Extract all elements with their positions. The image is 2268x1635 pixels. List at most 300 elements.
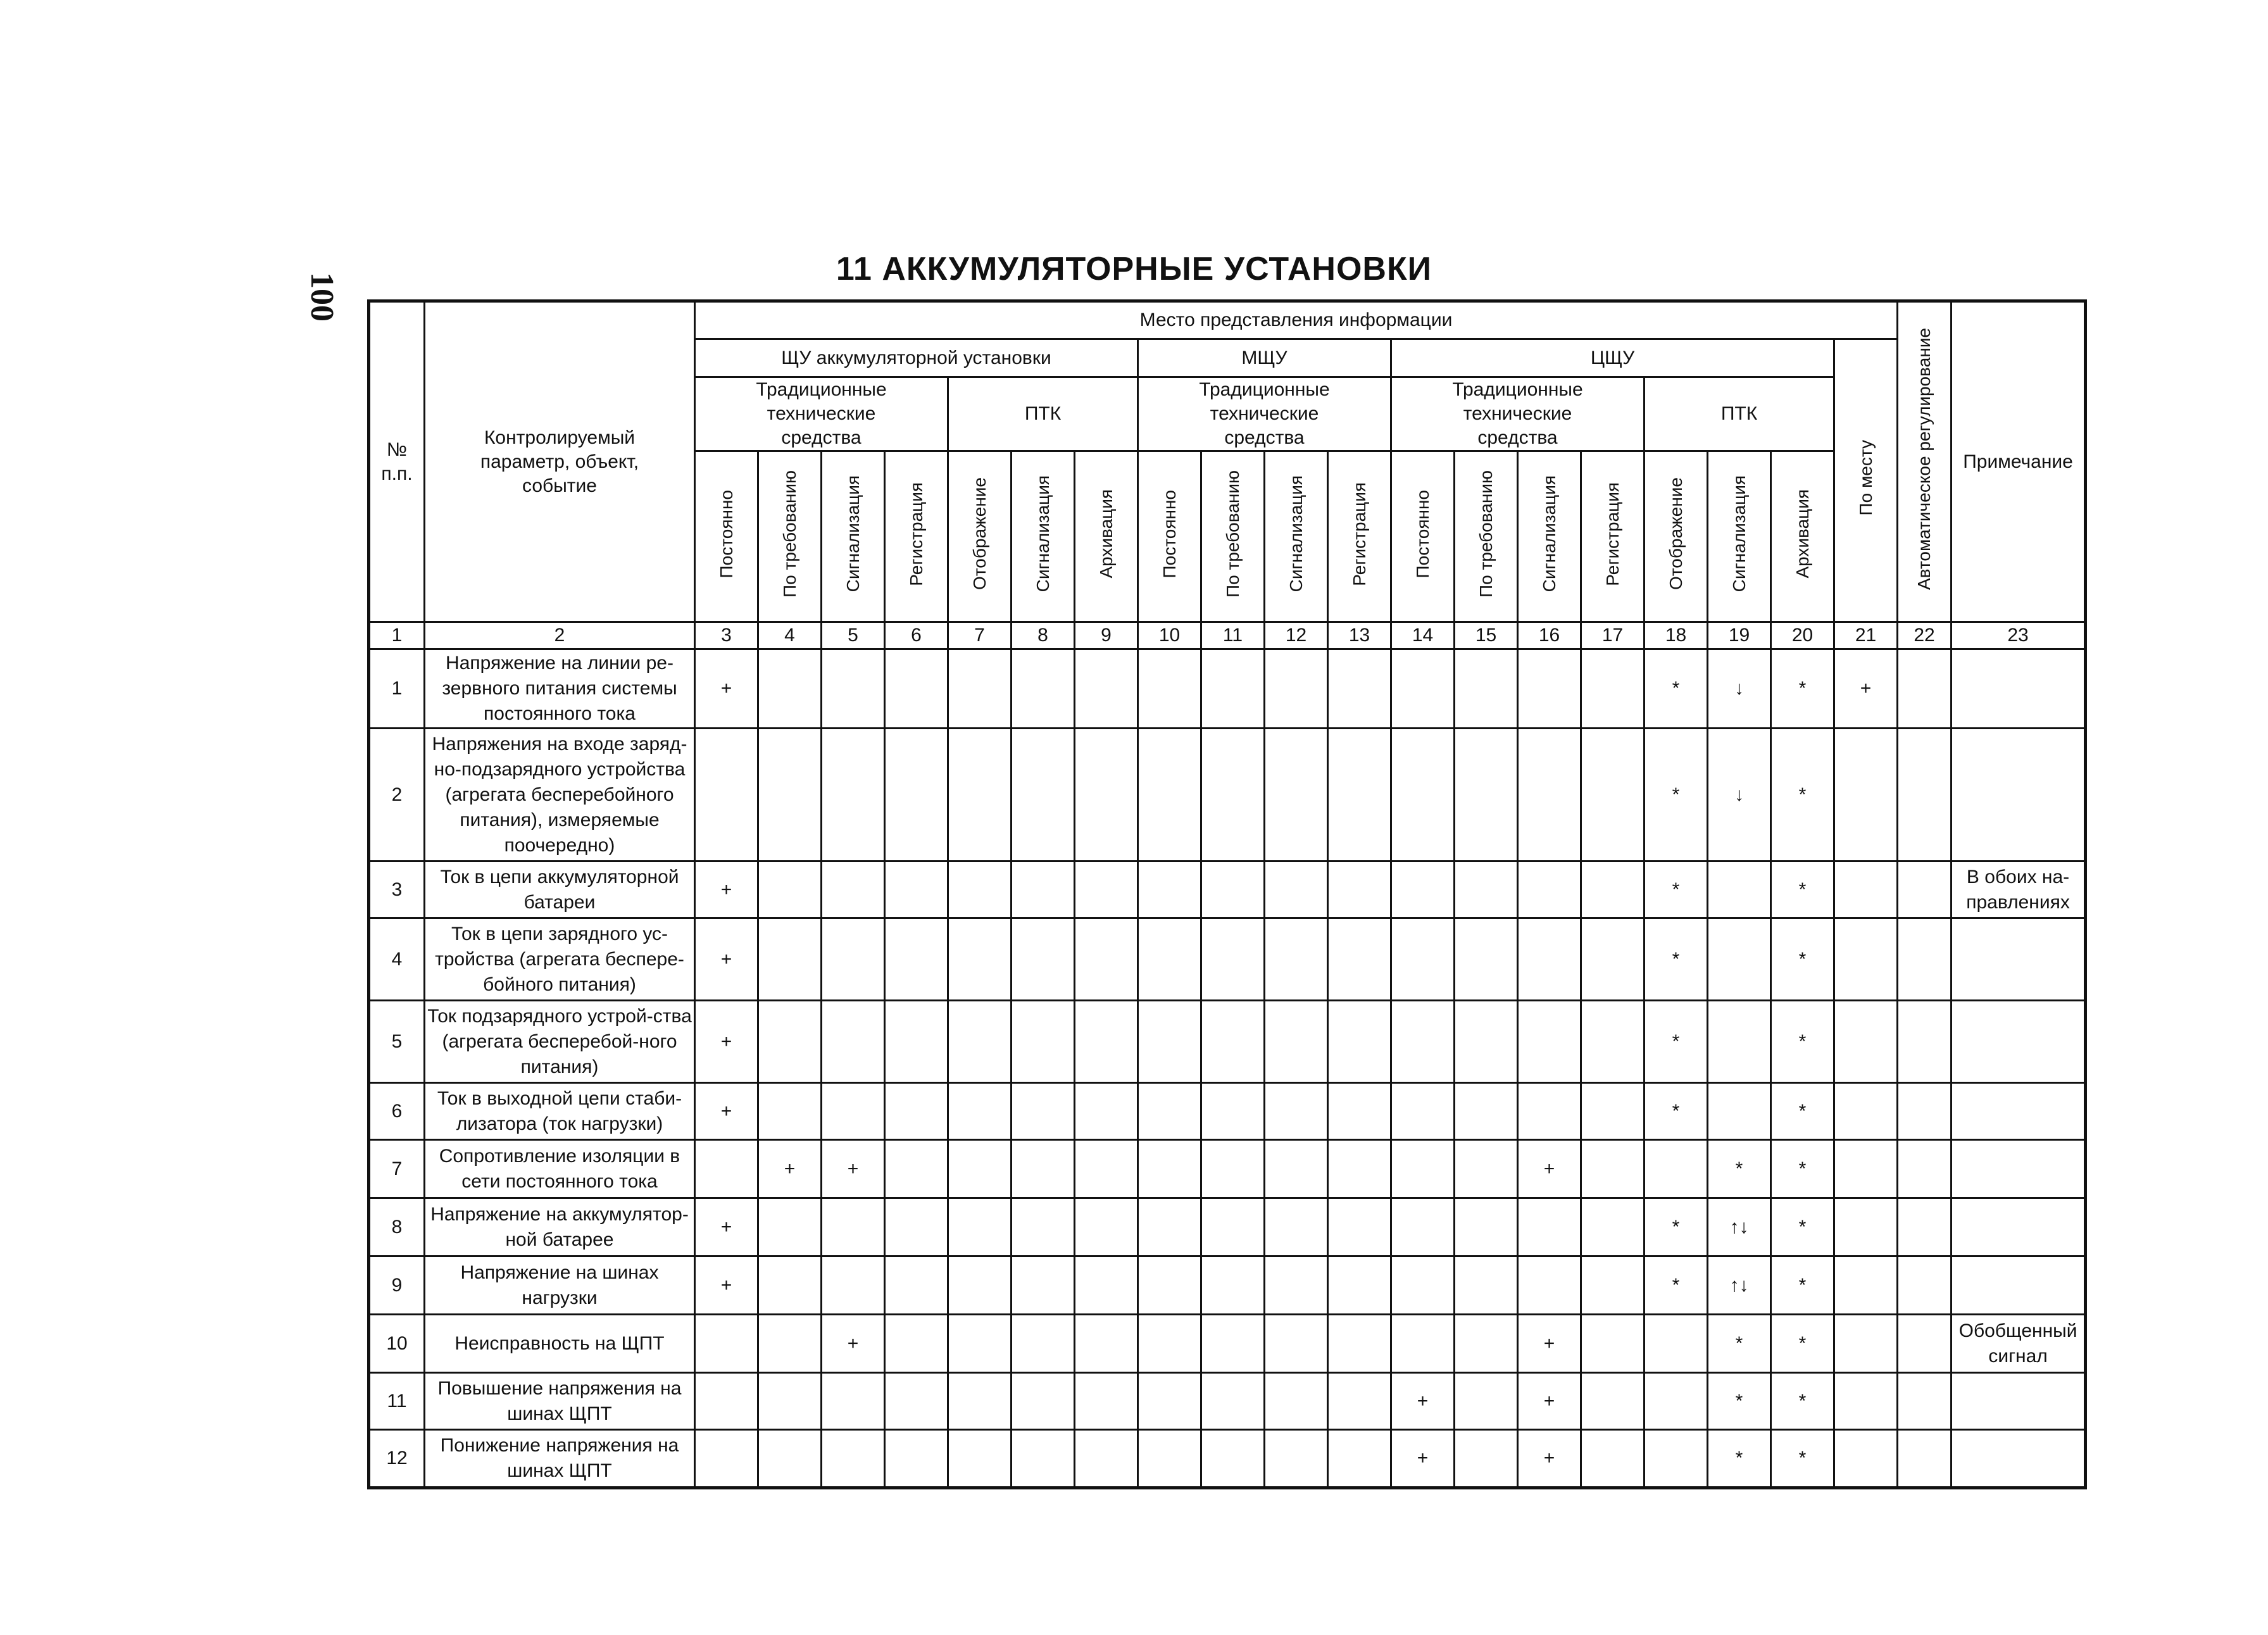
sub-otobr: Отображение bbox=[948, 451, 1012, 622]
row-mark bbox=[1645, 1373, 1708, 1430]
row-mark bbox=[1391, 729, 1455, 861]
row-mark bbox=[885, 1373, 948, 1430]
row-mark bbox=[1201, 1083, 1265, 1140]
row-mark bbox=[822, 918, 885, 1001]
row-note bbox=[1952, 729, 2086, 861]
header-mshu-trad: Традиционные технические средства bbox=[1138, 377, 1391, 451]
row-mark bbox=[1201, 649, 1265, 729]
row-mark: * bbox=[1645, 1256, 1708, 1315]
row-mark: + bbox=[1834, 649, 1898, 729]
row-mark: + bbox=[695, 1256, 758, 1315]
row-number: 10 bbox=[369, 1315, 425, 1373]
row-mark bbox=[1834, 918, 1898, 1001]
row-mark bbox=[1898, 729, 1952, 861]
row-mark bbox=[1518, 729, 1581, 861]
row-mark bbox=[1328, 861, 1391, 918]
row-mark: * bbox=[1645, 1083, 1708, 1140]
row-note bbox=[1952, 918, 2086, 1001]
column-number: 4 bbox=[758, 622, 822, 649]
row-mark bbox=[1898, 861, 1952, 918]
row-mark bbox=[1265, 861, 1328, 918]
table-row bbox=[369, 1140, 2086, 1198]
row-mark bbox=[1328, 1430, 1391, 1488]
row-mark bbox=[1328, 729, 1391, 861]
header-num: № п.п. bbox=[369, 301, 425, 622]
row-mark bbox=[1518, 1256, 1581, 1315]
row-mark bbox=[1898, 1140, 1952, 1198]
row-number: 6 bbox=[369, 1083, 425, 1140]
row-mark bbox=[822, 1001, 885, 1083]
row-note bbox=[1952, 1198, 2086, 1256]
row-mark bbox=[885, 861, 948, 918]
column-number: 10 bbox=[1138, 622, 1201, 649]
row-mark: * bbox=[1645, 649, 1708, 729]
row-mark bbox=[822, 1373, 885, 1430]
row-mark bbox=[1518, 918, 1581, 1001]
row-mark bbox=[885, 1083, 948, 1140]
row-mark bbox=[1265, 1083, 1328, 1140]
header-po-mestu: По месту bbox=[1834, 339, 1898, 622]
row-mark bbox=[1391, 1083, 1455, 1140]
row-mark: * bbox=[1771, 1430, 1834, 1488]
row-mark: * bbox=[1708, 1140, 1771, 1198]
row-mark bbox=[948, 918, 1012, 1001]
row-mark bbox=[1391, 918, 1455, 1001]
row-mark bbox=[1138, 649, 1201, 729]
row-mark bbox=[758, 1256, 822, 1315]
table-row bbox=[369, 1001, 2086, 1083]
row-mark: + bbox=[1518, 1430, 1581, 1488]
row-mark: * bbox=[1708, 1373, 1771, 1430]
row-parameter: Ток подзарядного устрой-ства (агрегата бесперебой-ного питания) bbox=[425, 1001, 695, 1083]
row-mark bbox=[758, 1198, 822, 1256]
row-mark bbox=[1834, 1373, 1898, 1430]
row-mark bbox=[1391, 1315, 1455, 1373]
row-mark bbox=[1012, 1083, 1075, 1140]
row-mark bbox=[1898, 649, 1952, 729]
row-mark: + bbox=[695, 1001, 758, 1083]
column-number: 6 bbox=[885, 622, 948, 649]
row-mark bbox=[1201, 1430, 1265, 1488]
row-mark bbox=[885, 1198, 948, 1256]
row-parameter: Сопротивление изоляции в сети постоянного тока bbox=[425, 1140, 695, 1198]
row-mark bbox=[1708, 1083, 1771, 1140]
row-mark: * bbox=[1771, 1001, 1834, 1083]
table-row bbox=[369, 918, 2086, 1001]
row-mark bbox=[1012, 1430, 1075, 1488]
row-mark: * bbox=[1771, 1140, 1834, 1198]
row-parameter: Неисправность на ЩПТ bbox=[425, 1315, 695, 1373]
column-number: 17 bbox=[1581, 622, 1645, 649]
row-mark bbox=[1075, 729, 1138, 861]
row-mark bbox=[1898, 1430, 1952, 1488]
row-mark bbox=[885, 918, 948, 1001]
row-number: 4 bbox=[369, 918, 425, 1001]
row-mark bbox=[1328, 1373, 1391, 1430]
row-mark: ↓ bbox=[1708, 729, 1771, 861]
table-body bbox=[369, 649, 2086, 1488]
row-mark: + bbox=[822, 1315, 885, 1373]
row-mark bbox=[1581, 1430, 1645, 1488]
column-number: 23 bbox=[1952, 622, 2086, 649]
sub-po-treb: По требованию bbox=[1201, 451, 1265, 622]
row-parameter: Напряжения на входе заряд-но-подзарядного устройства (агрегата бесперебойного питания), измеряемые поочередно) bbox=[425, 729, 695, 861]
row-mark bbox=[1391, 1198, 1455, 1256]
row-mark bbox=[1138, 1140, 1201, 1198]
row-mark bbox=[1455, 649, 1518, 729]
row-mark bbox=[1708, 861, 1771, 918]
sub-arhiv: Архивация bbox=[1771, 451, 1834, 622]
row-mark bbox=[1075, 1083, 1138, 1140]
row-mark bbox=[1201, 1001, 1265, 1083]
row-mark bbox=[1012, 1001, 1075, 1083]
header-mshu: МЩУ bbox=[1138, 339, 1391, 377]
row-mark bbox=[1075, 861, 1138, 918]
row-mark bbox=[758, 1315, 822, 1373]
row-mark bbox=[695, 1430, 758, 1488]
row-mark bbox=[948, 649, 1012, 729]
row-mark bbox=[1518, 861, 1581, 918]
row-mark bbox=[1012, 1315, 1075, 1373]
row-number: 12 bbox=[369, 1430, 425, 1488]
row-mark bbox=[1834, 861, 1898, 918]
row-mark bbox=[1201, 918, 1265, 1001]
row-mark bbox=[1455, 1198, 1518, 1256]
row-mark bbox=[1138, 1430, 1201, 1488]
row-mark: * bbox=[1771, 861, 1834, 918]
row-mark: + bbox=[695, 1083, 758, 1140]
header-auto: Автоматическое регулирование bbox=[1898, 301, 1952, 622]
row-mark bbox=[1138, 918, 1201, 1001]
row-number: 7 bbox=[369, 1140, 425, 1198]
row-number: 5 bbox=[369, 1001, 425, 1083]
row-mark bbox=[1834, 1315, 1898, 1373]
row-parameter: Напряжение на аккумулятор-ной батарее bbox=[425, 1198, 695, 1256]
column-number: 13 bbox=[1328, 622, 1391, 649]
row-mark bbox=[1581, 1198, 1645, 1256]
row-mark: * bbox=[1771, 918, 1834, 1001]
row-mark bbox=[1201, 861, 1265, 918]
row-mark bbox=[1898, 1315, 1952, 1373]
row-mark: + bbox=[758, 1140, 822, 1198]
row-note bbox=[1952, 1373, 2086, 1430]
row-mark: * bbox=[1645, 918, 1708, 1001]
row-mark bbox=[1075, 1140, 1138, 1198]
row-mark bbox=[1455, 1373, 1518, 1430]
row-mark bbox=[695, 729, 758, 861]
row-mark bbox=[1455, 1140, 1518, 1198]
row-mark bbox=[1328, 1315, 1391, 1373]
row-note: В обоих на-правлениях bbox=[1952, 861, 2086, 918]
row-mark bbox=[1075, 1430, 1138, 1488]
row-mark bbox=[1708, 918, 1771, 1001]
row-mark bbox=[948, 861, 1012, 918]
row-mark bbox=[1518, 649, 1581, 729]
row-mark bbox=[885, 729, 948, 861]
row-mark bbox=[1012, 1198, 1075, 1256]
row-mark bbox=[1455, 1430, 1518, 1488]
row-parameter: Ток в цепи аккумуляторной батареи bbox=[425, 861, 695, 918]
row-mark bbox=[1075, 1315, 1138, 1373]
column-number: 18 bbox=[1645, 622, 1708, 649]
row-mark bbox=[1265, 1373, 1328, 1430]
column-number: 12 bbox=[1265, 622, 1328, 649]
row-mark bbox=[885, 1315, 948, 1373]
row-note bbox=[1952, 1430, 2086, 1488]
row-number: 8 bbox=[369, 1198, 425, 1256]
table-row bbox=[369, 1256, 2086, 1315]
row-mark bbox=[758, 918, 822, 1001]
row-note bbox=[1952, 1083, 2086, 1140]
row-mark bbox=[1834, 1140, 1898, 1198]
sub-signal: Сигнализация bbox=[1708, 451, 1771, 622]
column-number: 3 bbox=[695, 622, 758, 649]
table-row bbox=[369, 729, 2086, 861]
row-mark bbox=[1898, 1001, 1952, 1083]
row-parameter: Ток в цепи зарядного ус-тройства (агрегата беспере-бойного питания) bbox=[425, 918, 695, 1001]
row-mark bbox=[758, 1373, 822, 1430]
row-number: 11 bbox=[369, 1373, 425, 1430]
sub-signal: Сигнализация bbox=[822, 451, 885, 622]
row-mark bbox=[1075, 1001, 1138, 1083]
row-mark bbox=[1455, 729, 1518, 861]
row-mark bbox=[1391, 1001, 1455, 1083]
row-mark bbox=[1201, 1256, 1265, 1315]
row-mark bbox=[948, 1198, 1012, 1256]
row-mark bbox=[1455, 1256, 1518, 1315]
header-cshu: ЦЩУ bbox=[1391, 339, 1834, 377]
row-note bbox=[1952, 649, 2086, 729]
row-parameter: Напряжение на шинах нагрузки bbox=[425, 1256, 695, 1315]
row-mark: * bbox=[1708, 1315, 1771, 1373]
row-mark bbox=[885, 1430, 948, 1488]
row-mark: + bbox=[1518, 1140, 1581, 1198]
row-parameter: Понижение напряжения на шинах ЩПТ bbox=[425, 1430, 695, 1488]
row-mark bbox=[1138, 1001, 1201, 1083]
sub-postoyanno: Постоянно bbox=[1138, 451, 1201, 622]
column-number: 21 bbox=[1834, 622, 1898, 649]
row-mark bbox=[1138, 861, 1201, 918]
column-number: 14 bbox=[1391, 622, 1455, 649]
row-mark bbox=[1391, 1256, 1455, 1315]
row-mark: * bbox=[1771, 1373, 1834, 1430]
page-number: 100 bbox=[304, 272, 340, 322]
sub-signal: Сигнализация bbox=[1012, 451, 1075, 622]
row-mark bbox=[758, 729, 822, 861]
row-mark bbox=[822, 861, 885, 918]
row-mark bbox=[1898, 1373, 1952, 1430]
sub-signal: Сигнализация bbox=[1265, 451, 1328, 622]
column-number: 7 bbox=[948, 622, 1012, 649]
row-mark: + bbox=[695, 918, 758, 1001]
row-mark bbox=[1581, 1256, 1645, 1315]
row-mark bbox=[1581, 1373, 1645, 1430]
header-shu-trad: Традиционные технические средства bbox=[695, 377, 948, 451]
row-mark bbox=[1581, 729, 1645, 861]
row-mark bbox=[1581, 649, 1645, 729]
sub-registr: Регистрация bbox=[885, 451, 948, 622]
row-mark bbox=[948, 1430, 1012, 1488]
row-mark: + bbox=[1391, 1373, 1455, 1430]
sub-signal: Сигнализация bbox=[1518, 451, 1581, 622]
row-note bbox=[1952, 1001, 2086, 1083]
row-mark bbox=[1201, 1373, 1265, 1430]
row-mark bbox=[948, 1256, 1012, 1315]
row-mark bbox=[1012, 861, 1075, 918]
row-mark bbox=[1265, 1315, 1328, 1373]
header-place: Место представления информации bbox=[695, 301, 1898, 339]
row-mark bbox=[1201, 729, 1265, 861]
row-mark bbox=[1455, 861, 1518, 918]
row-mark bbox=[1012, 1256, 1075, 1315]
row-mark bbox=[885, 1140, 948, 1198]
row-mark bbox=[758, 1001, 822, 1083]
row-mark bbox=[1138, 1373, 1201, 1430]
row-mark bbox=[948, 1001, 1012, 1083]
row-number: 1 bbox=[369, 649, 425, 729]
row-mark bbox=[1138, 1315, 1201, 1373]
row-mark bbox=[1265, 649, 1328, 729]
sub-registr: Регистрация bbox=[1328, 451, 1391, 622]
row-mark: * bbox=[1771, 1315, 1834, 1373]
row-number: 2 bbox=[369, 729, 425, 861]
row-mark bbox=[822, 1430, 885, 1488]
row-mark bbox=[1075, 1198, 1138, 1256]
row-mark: * bbox=[1771, 1198, 1834, 1256]
sub-po-treb: По требованию bbox=[758, 451, 822, 622]
row-mark bbox=[1645, 1315, 1708, 1373]
header-cshu-ptk: ПТК bbox=[1645, 377, 1834, 451]
row-mark: + bbox=[695, 649, 758, 729]
row-mark: + bbox=[695, 861, 758, 918]
row-mark bbox=[1898, 1256, 1952, 1315]
row-mark bbox=[885, 1256, 948, 1315]
row-mark bbox=[1138, 1083, 1201, 1140]
header-shu: ЩУ аккумуляторной установки bbox=[695, 339, 1138, 377]
row-mark bbox=[1328, 1083, 1391, 1140]
row-mark: * bbox=[1771, 1256, 1834, 1315]
row-mark bbox=[1518, 1001, 1581, 1083]
column-number: 19 bbox=[1708, 622, 1771, 649]
row-mark bbox=[1581, 1083, 1645, 1140]
row-mark bbox=[1645, 1430, 1708, 1488]
row-mark bbox=[948, 1373, 1012, 1430]
row-mark bbox=[758, 1430, 822, 1488]
column-numbers-row bbox=[369, 622, 2086, 649]
row-number: 3 bbox=[369, 861, 425, 918]
row-mark: * bbox=[1645, 1001, 1708, 1083]
sub-arhiv: Архивация bbox=[1075, 451, 1138, 622]
row-mark bbox=[1328, 918, 1391, 1001]
row-mark bbox=[822, 1083, 885, 1140]
row-mark bbox=[822, 1198, 885, 1256]
row-mark bbox=[1138, 1256, 1201, 1315]
column-number: 16 bbox=[1518, 622, 1581, 649]
row-mark: ↓ bbox=[1708, 649, 1771, 729]
row-mark bbox=[948, 1140, 1012, 1198]
header-note: Примечание bbox=[1952, 301, 2086, 622]
row-mark: * bbox=[1645, 1198, 1708, 1256]
row-mark bbox=[695, 1373, 758, 1430]
table-row bbox=[369, 1198, 2086, 1256]
column-number: 11 bbox=[1201, 622, 1265, 649]
row-number: 9 bbox=[369, 1256, 425, 1315]
row-parameter: Напряжение на линии ре-зервного питания системы постоянного тока bbox=[425, 649, 695, 729]
row-mark bbox=[1391, 649, 1455, 729]
row-mark bbox=[1012, 1373, 1075, 1430]
row-mark bbox=[1328, 1198, 1391, 1256]
row-parameter: Ток в выходной цепи стаби-лизатора (ток нагрузки) bbox=[425, 1083, 695, 1140]
row-mark bbox=[1201, 1198, 1265, 1256]
row-mark bbox=[1265, 918, 1328, 1001]
sub-registr: Регистрация bbox=[1581, 451, 1645, 622]
table-row bbox=[369, 861, 2086, 918]
row-mark: ↑↓ bbox=[1708, 1256, 1771, 1315]
row-mark bbox=[1518, 1198, 1581, 1256]
row-mark bbox=[885, 649, 948, 729]
column-number: 22 bbox=[1898, 622, 1952, 649]
row-mark bbox=[1455, 918, 1518, 1001]
row-mark bbox=[1581, 1001, 1645, 1083]
row-mark bbox=[1391, 1140, 1455, 1198]
row-mark bbox=[1581, 861, 1645, 918]
row-mark bbox=[1075, 1373, 1138, 1430]
row-note bbox=[1952, 1256, 2086, 1315]
row-mark: + bbox=[695, 1198, 758, 1256]
row-mark bbox=[1834, 1256, 1898, 1315]
column-number: 9 bbox=[1075, 622, 1138, 649]
row-mark bbox=[695, 1140, 758, 1198]
row-mark bbox=[1834, 1198, 1898, 1256]
row-mark bbox=[1265, 1198, 1328, 1256]
row-mark bbox=[1328, 1001, 1391, 1083]
row-mark bbox=[695, 1315, 758, 1373]
header-param: Контролируемый параметр, объект, событие bbox=[425, 301, 695, 622]
row-mark bbox=[822, 1256, 885, 1315]
row-mark: * bbox=[1771, 1083, 1834, 1140]
row-mark: * bbox=[1708, 1430, 1771, 1488]
table-row bbox=[369, 1315, 2086, 1373]
row-mark bbox=[758, 1083, 822, 1140]
row-mark bbox=[1201, 1315, 1265, 1373]
table-row bbox=[369, 1373, 2086, 1430]
row-parameter: Повышение напряжения на шинах ЩПТ bbox=[425, 1373, 695, 1430]
row-mark: + bbox=[1391, 1430, 1455, 1488]
sub-otobr: Отображение bbox=[1645, 451, 1708, 622]
row-mark bbox=[1328, 649, 1391, 729]
row-mark bbox=[1075, 1256, 1138, 1315]
column-number: 8 bbox=[1012, 622, 1075, 649]
row-mark bbox=[1898, 918, 1952, 1001]
row-mark: + bbox=[1518, 1315, 1581, 1373]
row-mark bbox=[1075, 649, 1138, 729]
row-mark bbox=[822, 649, 885, 729]
row-mark bbox=[1455, 1001, 1518, 1083]
row-mark: ↑↓ bbox=[1708, 1198, 1771, 1256]
row-mark bbox=[758, 861, 822, 918]
row-mark bbox=[1265, 1001, 1328, 1083]
row-mark bbox=[1581, 1315, 1645, 1373]
row-mark bbox=[1012, 649, 1075, 729]
row-mark bbox=[948, 1315, 1012, 1373]
row-mark bbox=[1075, 918, 1138, 1001]
table-row bbox=[369, 649, 2086, 729]
column-number: 15 bbox=[1455, 622, 1518, 649]
row-mark bbox=[1012, 729, 1075, 861]
column-number: 2 bbox=[425, 622, 695, 649]
header-cshu-trad: Традиционные технические средства bbox=[1391, 377, 1645, 451]
row-mark bbox=[1138, 729, 1201, 861]
